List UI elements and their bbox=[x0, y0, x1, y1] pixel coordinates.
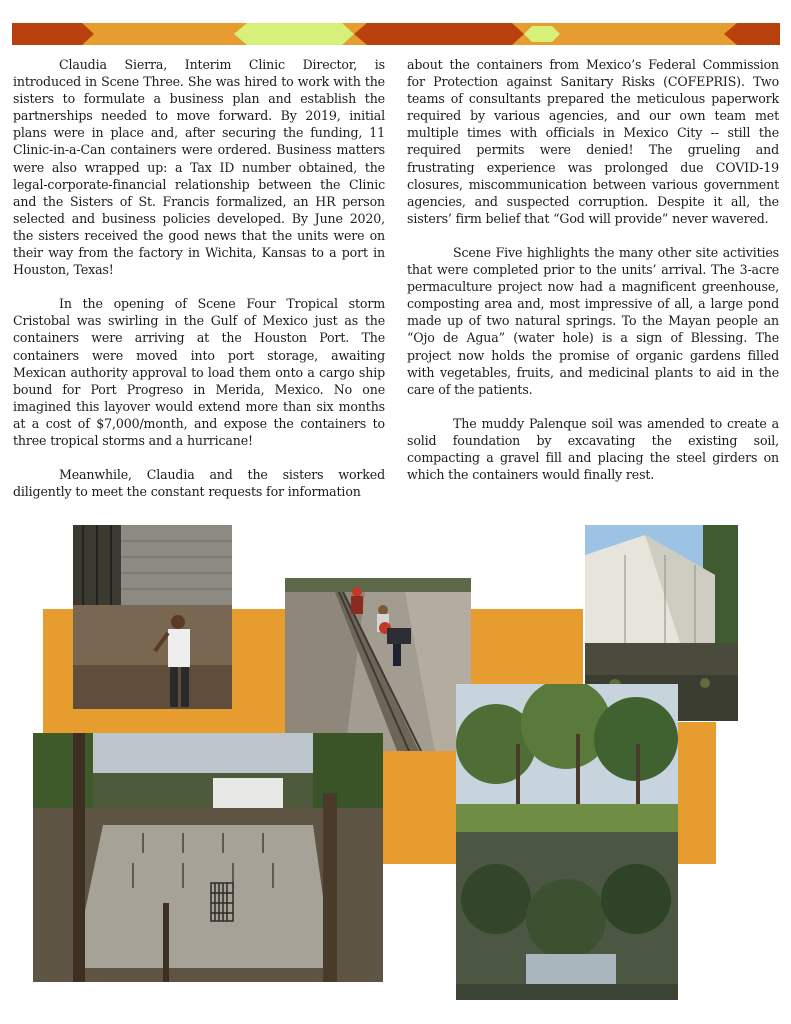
paragraph-palenque-soil: The muddy Palenque soil was amended to create a solid foundation by excavating the existing soil, compacting a gravel fill and placing the steel girders on which the containers would finally rest. bbox=[407, 415, 779, 483]
paragraph-scene-four: In the opening of Scene Four Tropical storm Cristobal was swirling in the Gulf of Mexico just as the containers were arriving at the Houston Port. The containers were moved into port storage, awaiting Mexican authority approval to load them onto a cargo ship bound for Port Progreso in Merida, Mexico. No one imagined this layover would extend more than six months at a cost of $7,000/month, and expose the containers to three tropical storms and a hurricane! bbox=[13, 296, 385, 448]
collage-accent-block bbox=[678, 722, 716, 864]
pond-photo bbox=[456, 684, 678, 1000]
trench-workers-photo bbox=[285, 578, 471, 751]
paragraph-meanwhile: Meanwhile, Claudia and the sisters worked diligently to meet the constant requests for information bbox=[13, 467, 385, 500]
paragraph-scene-five: Scene Five highlights the many other site activities that were completed prior to the units’ arrival. The 3-acre permaculture project now had a magnificent greenhouse, composting area and, most impressive of all, a large pond made up of two natural springs. To the Mayan people an “Ojo de Agua” (water hole) is a sign of Blessing. The project now holds the promise of organic gardens filled with vegetables, fruits, and medicinal plants to aid in the care of the patients. bbox=[407, 244, 779, 397]
decorative-banner bbox=[12, 23, 780, 45]
excavation-photo bbox=[73, 525, 232, 709]
paragraph-cofepris-continuation: about the containers from Mexico’s Federal Commission for Protection against Sanitary Risks (COFEPRIS). Two teams of consultants prepared the meticulous paperwork required by various agencies, and our own team met multiple times with officials in Mexico City -- still the required permits were denied! The grueling and frustrating experience was prolonged due COVID-19 closures, miscommunication between various government agencies, and suspected corruption. Despite it all, the sisters’ firm belief that “God will provide” never wavered. bbox=[407, 57, 779, 226]
paragraph-scene-three: Claudia Sierra, Interim Clinic Director, is introduced in Scene Three. She was hired to work with the sisters to formulate a business plan and establish the partnerships needed to move forward. By 2019, initial plans were in place and, after securing the funding, 11 Clinic-in-a-Can containers were ordered. Business matters were also wrapped up: a Tax ID number obtained, the legal-corporate-financial relationship between the Clinic and the Sisters of St. Francis formalized, an HR person selected and business policies developed. By June 2020, the sisters received the good news that the units were on their way from the factory in Wichita, Kansas to a port in Houston, Texas! bbox=[13, 57, 385, 278]
foundation-photo bbox=[33, 733, 383, 982]
article-right-column bbox=[407, 56, 779, 500]
article-left-column bbox=[13, 56, 385, 517]
